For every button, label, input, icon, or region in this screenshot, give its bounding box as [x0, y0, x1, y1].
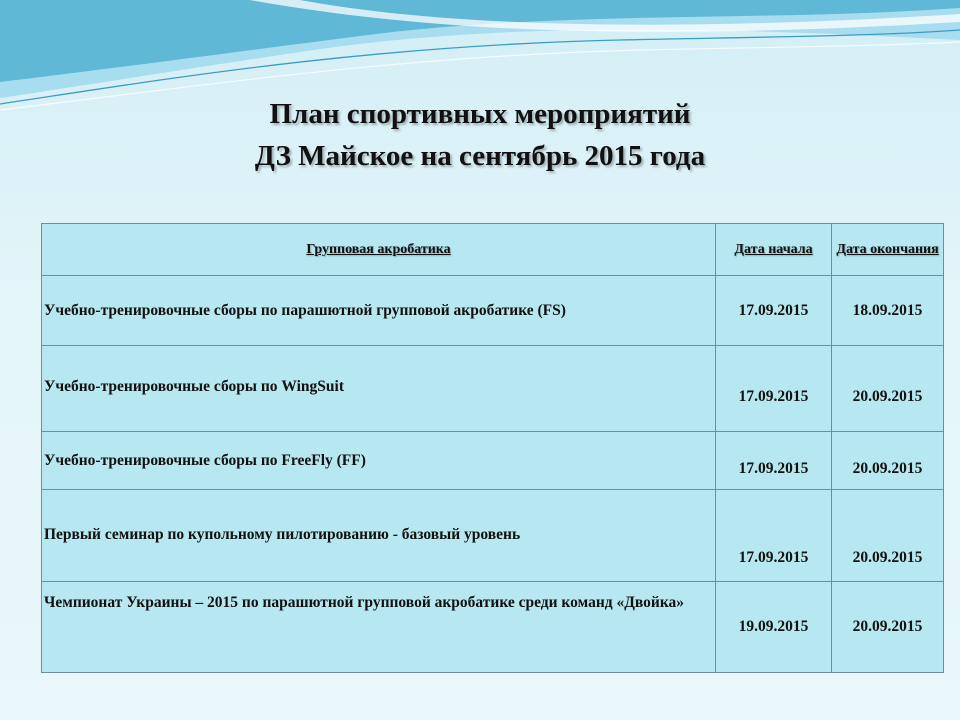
- header-end-date: Дата окончания: [832, 224, 944, 276]
- end-date-cell: 20.09.2015: [832, 582, 944, 673]
- table-row: [42, 582, 944, 673]
- end-date-cell: 20.09.2015: [832, 490, 944, 582]
- table-row: [42, 432, 944, 490]
- title-line-1: План спортивных мероприятий: [269, 98, 691, 130]
- page-title: [0, 93, 960, 177]
- start-date-cell: 17.09.2015: [716, 490, 832, 582]
- table-row: [42, 490, 944, 582]
- event-cell: Чемпионат Украины – 2015 по парашютной групповой акробатике среди команд «Двойка»: [42, 582, 716, 673]
- event-cell: Первый семинар по купольному пилотированию - базовый уровень: [42, 490, 716, 582]
- events-table: [41, 223, 944, 673]
- header-start-date: Дата начала: [716, 224, 832, 276]
- header-event: Групповая акробатика: [42, 224, 716, 276]
- event-cell: Учебно-тренировочные сборы по парашютной групповой акробатике (FS): [42, 276, 716, 346]
- title-line-2: ДЗ Майское на сентябрь 2015 года: [254, 140, 706, 172]
- end-date-cell: 18.09.2015: [832, 276, 944, 346]
- start-date-cell: 17.09.2015: [716, 346, 832, 432]
- start-date-cell: 19.09.2015: [716, 582, 832, 673]
- start-date-cell: 17.09.2015: [716, 276, 832, 346]
- table-row: [42, 346, 944, 432]
- table-header-row: [42, 224, 944, 276]
- end-date-cell: 20.09.2015: [832, 432, 944, 490]
- table-row: [42, 276, 944, 346]
- start-date-cell: 17.09.2015: [716, 432, 832, 490]
- event-cell: Учебно-тренировочные сборы по WingSuit: [42, 346, 716, 432]
- event-cell: Учебно-тренировочные сборы по FreeFly (FF): [42, 432, 716, 490]
- end-date-cell: 20.09.2015: [832, 346, 944, 432]
